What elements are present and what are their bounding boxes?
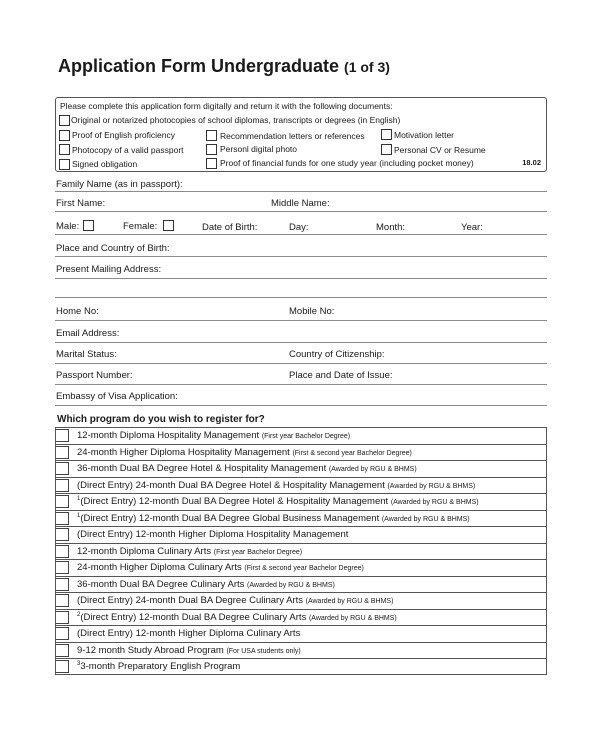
checkbox-school-diplomas[interactable] [59, 115, 70, 126]
program-checkbox[interactable] [55, 627, 69, 640]
program-row[interactable] [55, 642, 547, 659]
program-label [77, 612, 397, 623]
program-row[interactable] [55, 444, 547, 461]
program-row[interactable] [55, 427, 547, 444]
label-home-no: Home No: [56, 306, 99, 317]
program-note: (For USA students only) [226, 647, 301, 655]
program-note: (First & second year Bachelor Degree) [292, 449, 412, 457]
row-email[interactable] [55, 326, 547, 343]
label-month[interactable]: Month: [376, 222, 406, 233]
program-label [77, 628, 300, 639]
program-row[interactable] [55, 658, 547, 675]
program-name: (Direct Entry) 12-month Dual BA Degree Hotel & Hospitality Management [80, 496, 391, 507]
program-row[interactable] [55, 592, 547, 609]
program-name: (Direct Entry) 24-month Dual BA Degree Hotel & Hospitality Management [77, 479, 388, 491]
program-row[interactable] [55, 625, 547, 642]
label-family-name: Family Name (as in passport): [56, 179, 183, 190]
label-middle-name: Middle Name: [271, 198, 330, 209]
row-embassy[interactable] [55, 389, 547, 406]
doc-label-digital-photo: Personl digital photo [220, 144, 298, 154]
label-male: Male: [56, 221, 80, 232]
label-email: Email Address: [56, 328, 120, 339]
program-name: 12-month Diploma Culinary Arts [77, 545, 214, 557]
row-place-country-birth[interactable] [55, 240, 547, 257]
program-checkbox[interactable] [55, 578, 69, 591]
label-passport-number: Passport Number: [56, 370, 133, 381]
program-name: (Direct Entry) 24-month Dual BA Degree Culinary Arts [77, 595, 306, 606]
checkbox-recommendation-letters[interactable] [206, 130, 217, 141]
doc-label-english-proficiency: Proof of English proficiency [72, 130, 175, 140]
program-label [77, 447, 412, 458]
doc-label-recommendation-letters: Recommendation letters or references [220, 131, 365, 141]
program-note: (Awarded by RGU & BHMS) [381, 515, 470, 523]
male-checkbox[interactable] [83, 220, 94, 231]
program-checkbox[interactable] [55, 512, 69, 525]
program-label [77, 463, 417, 474]
title-page-indicator: (1 of 3) [344, 59, 390, 75]
program-row[interactable] [55, 526, 547, 543]
program-row[interactable] [55, 477, 547, 494]
program-name: (Direct Entry) 12-month Higher Diploma Culinary Arts [77, 628, 301, 639]
row-mailing-address-line-2[interactable] [55, 280, 547, 298]
row-phone[interactable] [55, 304, 547, 321]
program-name: 24-month Higher Diploma Hospitality Management [77, 446, 293, 458]
doc-label-passport-photocopy: Photocopy of a valid passport [72, 145, 184, 155]
checkbox-financial-funds[interactable] [206, 158, 217, 169]
programs-heading: Which program do you wish to register for? [57, 414, 265, 425]
doc-label-motivation-letter: Motivation letter [394, 130, 454, 140]
program-note: (Awarded by RGU & BHMS) [387, 482, 476, 490]
program-label [77, 595, 393, 606]
program-label [77, 645, 301, 656]
program-checkbox[interactable] [55, 462, 69, 475]
documents-intro: Please complete this application form digitally and return it with the following documents: [60, 101, 393, 111]
documents-checklist [55, 97, 547, 172]
program-checkbox[interactable] [55, 528, 69, 541]
program-footnote-marker: 1 [77, 496, 81, 502]
program-label [77, 661, 240, 672]
row-family-name[interactable] [55, 176, 547, 192]
program-name: (Direct Entry) 12-month Dual BA Degree Global Business Management [80, 512, 382, 524]
checkbox-motivation-letter[interactable] [381, 129, 392, 140]
form-code: 18.02 [522, 158, 541, 167]
program-checkbox[interactable] [55, 479, 69, 492]
program-name: 24-month Higher Diploma Culinary Arts [77, 562, 245, 573]
program-row[interactable] [55, 576, 547, 593]
program-note: (Awarded by RGU & BHMS) [390, 499, 479, 506]
program-footnote-marker: 3 [77, 661, 81, 667]
program-checkbox[interactable] [55, 446, 69, 459]
label-year[interactable]: Year: [461, 222, 483, 233]
program-note: (Awarded by RGU & BHMS) [247, 581, 335, 589]
label-place-country-birth: Place and Country of Birth: [56, 243, 170, 254]
program-name: 36-month Dual BA Degree Hotel & Hospitality Management [77, 463, 329, 474]
page-title [58, 56, 390, 77]
program-checkbox[interactable] [55, 545, 69, 558]
program-row[interactable] [55, 559, 547, 576]
label-place-date-issue: Place and Date of Issue: [289, 370, 393, 381]
program-label [77, 480, 475, 491]
program-label [77, 546, 302, 557]
program-checkbox[interactable] [55, 644, 69, 657]
program-name: 36-month Dual BA Degree Culinary Arts [77, 578, 248, 590]
label-embassy: Embassy of Visa Application: [56, 391, 178, 402]
program-row[interactable] [55, 493, 547, 510]
row-gender-dob [55, 217, 547, 235]
checkbox-passport-photocopy[interactable] [59, 144, 70, 155]
program-name: 12-month Diploma Hospitality Management [77, 430, 262, 441]
checkbox-cv-resume[interactable] [381, 144, 392, 155]
doc-label-cv-resume: Personal CV or Resume [394, 145, 486, 155]
program-checkbox[interactable] [55, 660, 69, 673]
program-row[interactable] [55, 460, 547, 477]
row-marital-citizenship[interactable] [55, 347, 547, 364]
row-names[interactable] [55, 195, 547, 212]
program-row[interactable] [55, 510, 547, 527]
label-day[interactable]: Day: [289, 222, 309, 233]
program-note: (Awarded by RGU & BHMS) [328, 466, 417, 473]
label-marital-status: Marital Status: [56, 349, 117, 360]
program-label [77, 513, 470, 524]
program-label [77, 496, 479, 507]
program-label [77, 579, 335, 590]
checkbox-digital-photo[interactable] [206, 144, 217, 155]
program-note: (Awarded by RGU & BHMS) [308, 614, 397, 622]
program-checkbox[interactable] [55, 429, 69, 442]
program-checkbox[interactable] [55, 611, 69, 624]
title-main: Application Form Undergraduate [58, 56, 340, 76]
label-mobile-no: Mobile No: [289, 306, 335, 317]
doc-label-signed-obligation: Signed obligation [72, 159, 138, 169]
label-first-name: First Name: [56, 198, 106, 209]
row-passport[interactable] [55, 368, 547, 385]
doc-label-school-diplomas: Original or notarized photocopies of school diplomas, transcripts or degrees (in English) [71, 115, 401, 125]
program-row[interactable] [55, 609, 547, 626]
doc-label-financial-funds: Proof of financial funds for one study year (including pocket money) [220, 158, 474, 168]
program-footnote-marker: 2 [77, 611, 81, 618]
checkbox-english-proficiency[interactable] [59, 130, 70, 141]
checkbox-signed-obligation[interactable] [59, 159, 70, 170]
program-label [77, 430, 350, 441]
program-name: (Direct Entry) 12-month Higher Diploma Hospitality Management [77, 529, 349, 540]
program-checkbox[interactable] [55, 495, 69, 508]
program-note: (First year Bachelor Degree) [213, 548, 303, 556]
program-name: 9-12 month Study Abroad Program [77, 644, 227, 656]
label-date-of-birth: Date of Birth: [202, 222, 258, 233]
program-label [77, 529, 348, 540]
label-female: Female: [123, 221, 158, 232]
program-note: (First & second year Bachelor Degree) [244, 565, 364, 572]
program-footnote-marker: 1 [77, 512, 81, 519]
program-name: 3-month Preparatory English Program [80, 661, 241, 672]
program-row[interactable] [55, 543, 547, 560]
row-mailing-address[interactable] [55, 262, 547, 279]
program-checkbox[interactable] [55, 561, 69, 574]
label-citizenship: Country of Citizenship: [289, 349, 385, 360]
program-note: (First year Bachelor Degree) [261, 433, 351, 440]
program-name: (Direct Entry) 12-month Dual BA Degree Culinary Arts [80, 611, 309, 623]
female-checkbox[interactable] [163, 220, 174, 231]
program-label [77, 562, 364, 573]
label-mailing-address: Present Mailing Address: [56, 264, 162, 275]
program-note: (Awarded by RGU & BHMS) [305, 598, 394, 605]
program-checkbox[interactable] [55, 594, 69, 607]
